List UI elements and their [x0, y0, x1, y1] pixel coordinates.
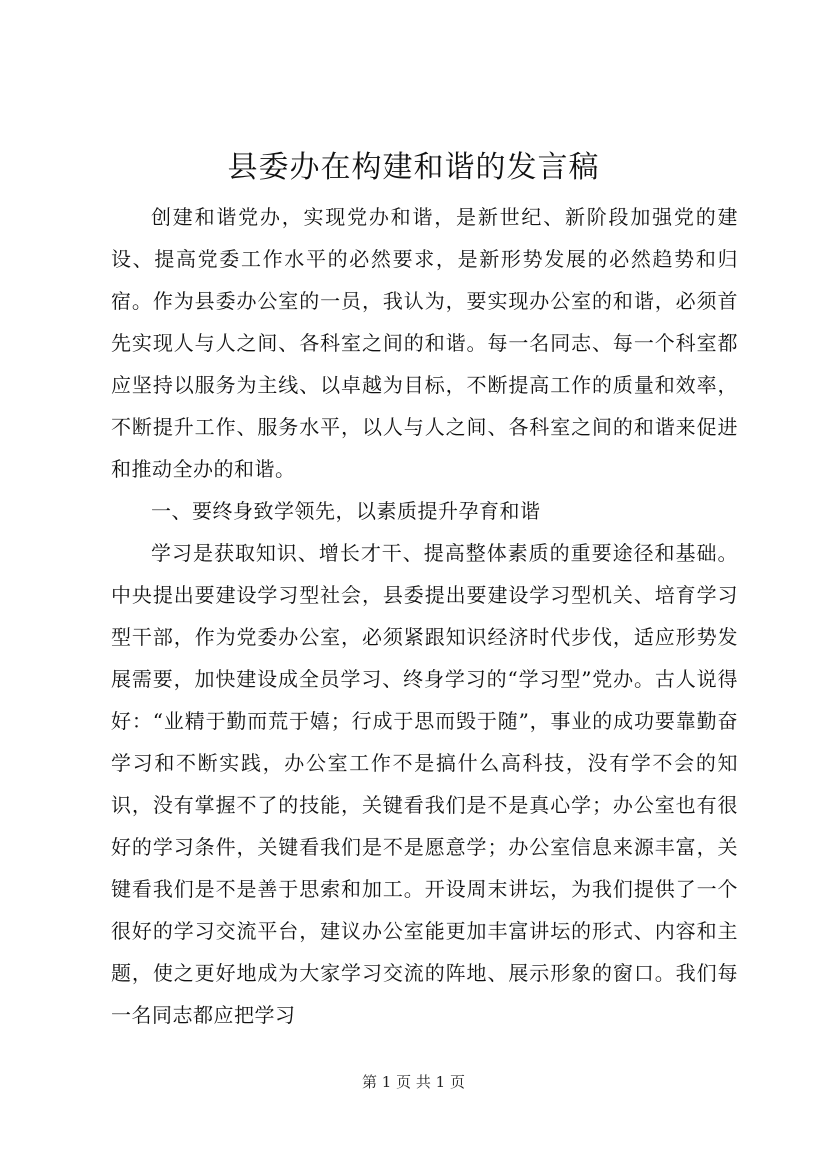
section-heading-1: 一、要终身致学领先，以素质提升孕育和谐 — [151, 499, 541, 523]
document-body — [111, 196, 738, 1036]
page-number-footer: 第 1 页 共 1 页 — [362, 1073, 465, 1091]
paragraph-intro: 创建和谐党办，实现党办和谐，是新世纪、新阶段加强党的建设、提高党委工作水平的必然要求，是新形势发展的必然趋势和归宿。作为县委办公室的一员，我认为，要实现办公室的和谐，必须首先实现人与人之间、各科室之间的和谐。每一名同志、每一个科室都应坚持以服务为主线、以卓越为目标，不断提高工作的质量和效率，不断提升工作、服务水平，以人与人之间、各科室之间的和谐来促进和推动全办的和谐。 — [111, 205, 738, 481]
paragraph-learning: 学习是获取知识、增长才干、提高整体素质的重要途径和基础。中央提出要建设学习型社会，县委提出要建设学习型机关、培育学习型干部，作为党委办公室，必须紧跟知识经济时代步伐，适应形势发展需要，加快建设成全员学习、终身学习的“学习型”党办。古人说得好：“业精于勤而荒于嬉；行成于思而毁于随”，事业的成功要靠勤奋学习和不断实践，办公室工作不是搞什么高科技，没有学不会的知识，没有掌握不了的技能，关键看我们是不是真心学；办公室也有很好的学习条件，关键看我们是不是愿意学；办公室信息来源丰富，关键看我们是不是善于思索和加工。开设周末讲坛，为我们提供了一个很好的学习交流平台，建议办公室能更加丰富讲坛的形式、内容和主题，使之更好地成为大家学习交流的阵地、展示形象的窗口。我们每一名同志都应把学习 — [111, 541, 738, 1027]
document-title: 县委办在构建和谐的发言稿 — [227, 150, 600, 185]
